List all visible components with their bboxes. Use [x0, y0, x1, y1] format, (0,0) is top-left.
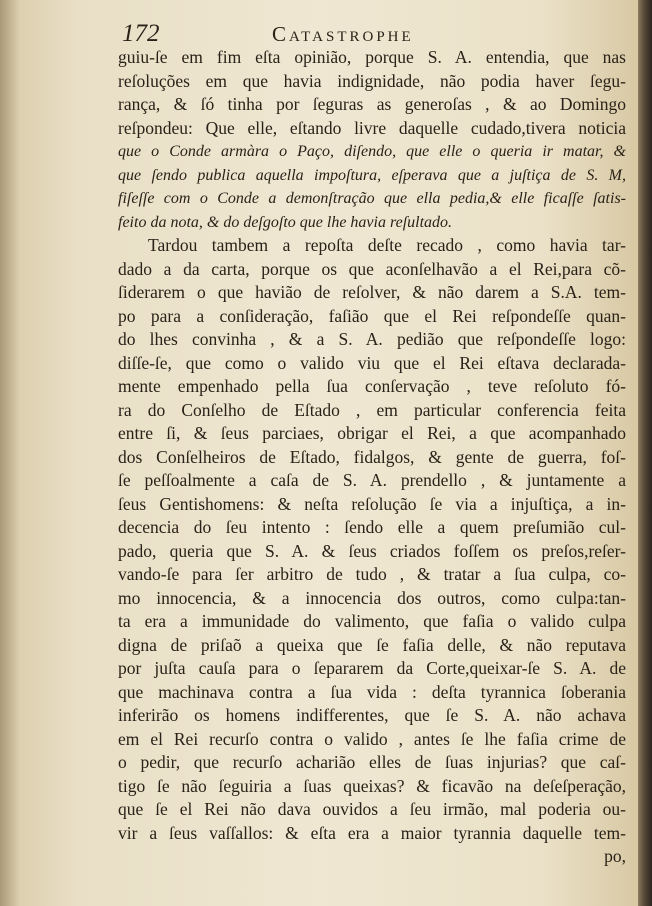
text-line: por juſta cauſa para o ſepararem da Corte,queixar-ſe S. A. de [118, 658, 626, 678]
text-line: em el Rei recurſo contra o valido , antes ſe lhe faſia crime de [118, 728, 626, 749]
italic-text-line: feito da nota, & do deſgoſto que lhe havia reſultado. [118, 213, 453, 231]
text-line: rança, & ſó tinha por ſeguras as generoſas , & ao Domingo [118, 94, 626, 114]
page-header [122, 14, 622, 46]
page-number: 172 [122, 20, 160, 47]
text-line: reſoluções em que havia indignidade, não podia haver ſegu- [118, 70, 626, 91]
text-line: do lhes convinha , & a S. A. pedião que reſpondeſſe logo: [118, 329, 626, 349]
text-line: que machinava contra a ſua vida : deſta tyrannica ſoberania [118, 681, 626, 702]
text-line: dado a da carta, porque os que aconſelhavão a el Rei,para cõ- [118, 258, 626, 279]
text-line: vir a ſeus vaſſallos: & eſta era a maior tyrannia daquelle tem- [118, 822, 626, 843]
italic-text-line: que ſendo publica aquella impoſtura, eſperava que a juſtiça de S. M, [118, 166, 626, 184]
text-line: pado, queria que S. A. & ſeus criados foſſem os preſos,reſer- [118, 540, 626, 561]
italic-text-line: fiſeſſe com o Conde a demonſtração que ella pedia,& elle ficaſſe ſatis- [118, 190, 626, 207]
text-line: reſpondeu: Que elle, eſtando livre daquelle cudado,tivera noticia [118, 117, 626, 138]
text-line: guiu-ſe em fim eſta opinião, porque S. A. entendia, que nas [118, 47, 626, 67]
body-text [118, 46, 626, 869]
catchword: po, [604, 846, 626, 866]
paragraph-first-line: Tardou tambem a repoſta deſte recado , como havia tar- [148, 235, 626, 255]
text-line: po para a conſideração, faſião que el Rei reſpondeſſe quan- [118, 305, 626, 326]
text-line: ſe peſſoalmente a caſa de S. A. prendello , & juntamente a [118, 470, 626, 490]
text-line: ſiderarem o que havião de reſolver, & não darem a S.A. tem- [118, 282, 626, 302]
text-line: o pedir, que recurſo acharião elles de ſuas injurias? que caſ- [118, 752, 626, 772]
italic-text-line: que o Conde armàra o Paço, diſendo, que elle o queria ir matar, & [118, 143, 626, 160]
text-line: digna de priſaõ a queixa que ſe faſia delle, & não reputava [118, 634, 626, 655]
text-line: entre ſi, & ſeus parciaes, obrigar el Rei, a que acompanhado [118, 423, 626, 443]
text-line: tigo ſe não ſeguiria a ſuas queixas? & ficavão na deſeſperação, [118, 775, 626, 796]
text-line: ſeus Gentishomens: & neſta reſolução ſe via a injuſtiça, a in- [118, 493, 626, 514]
text-line: vando-ſe para ſer arbitro de tudo , & tratar a ſua culpa, co- [118, 564, 626, 584]
text-line: dos Conſelheiros de Eſtado, fidalgos, & gente de guerra, foſ- [118, 446, 626, 467]
gutter-shadow [0, 0, 20, 906]
text-line: diſſe-ſe, que como o valido viu que el Rei eſtava declarada- [118, 352, 626, 373]
text-line: ra do Conſelho de Eſtado , em particular conferencia feita [118, 399, 626, 420]
book-fore-edge [638, 0, 652, 906]
text-line: que ſe el Rei não dava ouvidos a ſeu irmão, mal poderia ou- [118, 799, 626, 819]
text-line: ta era a immunidade do valimento, que faſia o valido culpa [118, 611, 626, 631]
text-line: decencia do ſeu intento : ſendo elle a quem preſumião cul- [118, 517, 626, 537]
text-line: mo innocencia, & a innocencia dos outros, como culpa:tan- [118, 587, 626, 608]
text-line: mente empenhado pella ſua conſervação , teve reſoluto fó- [118, 376, 626, 396]
text-line: inferirão os homens indifferentes, que ſe S. A. não achava [118, 705, 626, 725]
running-head: Catastrophe [272, 22, 414, 46]
